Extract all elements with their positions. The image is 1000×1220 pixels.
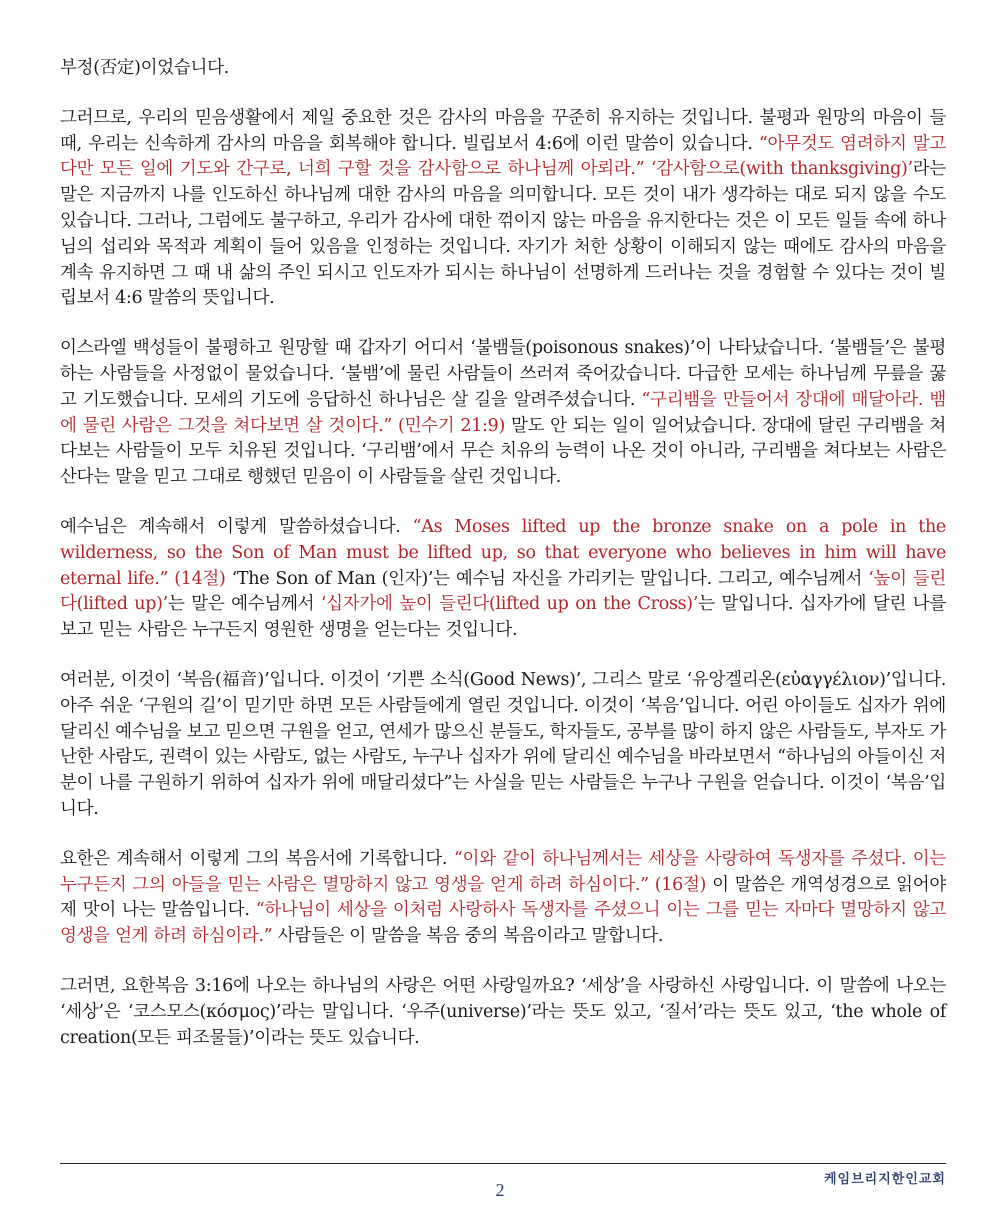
scripture-quote: ‘높이 들린다(lifted up)’ [60,568,946,615]
body-text-segment: 이스라엘 백성들이 불평하고 원망할 때 갑자기 어디서 ‘불뱀들(poisonous snakes)’이 나타났습니다. ‘불뱀들’은 불평하는 사람들을 사정없이 물었습니다. ‘불뱀’에 물린 사람들이 쓰러져 죽어갔습니다. 다급한 모세는 하나님께 무릎을 꿇고 기도했습니다. 모세의 기도에 응답하신 하나님은 살 길을 알려주셨습니다. [60,338,946,410]
scripture-quote: “아무것도 염려하지 말고 다만 모든 일에 기도와 간구로, 너희 구할 것을 감사함으로 하나님께 아뢰라.” [60,133,946,180]
scripture-quote: “하나님이 세상을 이처럼 사랑하사 독생자를 주셨으니 이는 그를 믿는 자마다 멸망하지 않고 영생을 얻게 하려 하심이라.” [60,900,947,947]
paragraph [60,515,946,644]
body-text-segment: 는 말은 예수님께서 [167,594,321,615]
church-name: 케임브리지한인교회 [823,1172,946,1187]
body-text-segment: 그러면, 요한복음 3:16에 나오는 하나님의 사랑은 어떤 사랑일까요? ‘세상’을 사랑하신 사랑입니다. 이 말씀에 나오는 ‘세상’은 ‘코스모스(κόσμος)’라는 말입니다. ‘우주(universe)’라는 뜻도 있고, ‘질서’라는 뜻도 있고, ‘the whole of creation(모든 피조물들)’이라는 뜻도 있습니다. [60,975,946,1048]
footer-divider [60,1163,946,1164]
paragraph [60,847,946,950]
body-text-segment: 부정(否定)이었습니다. [60,58,229,78]
page-number: 2 [495,1180,505,1200]
body-text-segment: 여러분, 이것이 ‘복음(福音)’입니다. 이것이 ‘기쁜 소식(Good News)’, 그리스 말로 ‘유앙겔리온(εὐαγγέλιον)’입니다. 아주 쉬운 ‘구원의 길’이 믿기만 하면 모든 사람들에게 열린 것입니다. 이것이 ‘복음’입니다. 어린 아이들도 십자가 위에 달리신 예수님을 보고 믿으면 구원을 얻고, 연세가 많으신 분들도, 학자들도, 공부를 많이 하지 않은 사람들도, 부자도 가난한 사람도, 권력이 있는 사람도, 없는 사람도, 누구나 십자가 위에 달리신 예수님을 바라보면서 “하나님의 아들이신 저 분이 나를 구원하기 위하여 십자가 위에 매달리셨다”는 사실을 믿는 사람들은 누구나 구원을 얻습니다. 이것이 ‘복음’입니다. [60,669,946,819]
body-text-segment: 라는 말은 지금까지 나를 인도하신 하나님께 대한 감사의 마음을 의미합니다. 모든 것이 내가 생각하는 대로 되지 않을 수도 있습니다. 그러나, 그럼에도 불구하고, 우리가 감사에 대한 꺾이지 않는 마음을 유지한다는 것은 이 모든 일들 속에 하나님의 섭리와 목적과 계획이 들어 있음을 인정하는 것입니다. 자기가 처한 상황이 이해되지 않는 때에도 감사의 마음을 계속 유지하면 그 때 내 삶의 주인 되시고 인도자가 되시는 하나님이 선명하게 드러나는 것을 경험할 수 있다는 것이 빌립보서 4:6 말씀의 뜻입니다. [60,159,946,309]
scripture-quote: “As Moses lifted up the bronze snake on a pole in the wilderness, so the Son of Man must be lifted up, so that everyone who believes in him will have eternal life.” (14절) [60,516,946,589]
paragraph [60,668,946,823]
body-text-segment: 사람들은 이 말씀을 복음 중의 복음이라고 말합니다. [272,926,664,947]
scripture-quote: ‘십자가에 높이 들린다(lifted up on the Cross)’ [320,594,699,615]
scripture-quote: ‘감사함으로(with thanksgiving)’ [651,159,913,180]
paragraph [60,56,946,82]
paragraph [60,974,946,1051]
body-text-segment: 는 말입니다. 십자가에 달린 나를 보고 믿는 사람은 누구든지 영원한 생명을 얻는다는 것입니다. [60,594,946,641]
scripture-quote: “구리뱀을 만들어서 장대에 매달아라. 뱀에 물린 사람은 그것을 쳐다보면 살 것이다.” (민수기 21:9) [60,389,947,436]
body-text [60,56,946,1075]
body-text-segment: 말도 안 되는 일이 일어났습니다. 장대에 달린 구리뱀을 쳐다보는 사람들이 모두 치유된 것입니다. ‘구리뱀’에서 무슨 치유의 능력이 나온 것이 아니라, 구리뱀을 쳐다보는 사람은 산다는 말을 믿고 그대로 행했던 믿음이 이 사람들을 살린 것입니다. [60,415,946,488]
scripture-quote: “이와 같이 하나님께서는 세상을 사랑하여 독생자를 주셨다. 이는 누구든지 그의 아들을 믿는 사람은 멸망하지 않고 영생을 얻게 하려 하심이다.” (16절) [60,848,946,895]
body-text-segment: 그러므로, 우리의 믿음생활에서 제일 중요한 것은 감사의 마음을 꾸준히 유지하는 것입니다. 불평과 원망의 마음이 들 때, 우리는 신속하게 감사의 마음을 회복해야 합니다. 빌립보서 4:6에 이런 말씀이 있습니다. [60,107,946,154]
body-text-segment: ‘The Son of Man (인자)’는 예수님 자신을 가리키는 말입니다. 그리고, 예수님께서 [225,568,869,589]
body-text-segment: 예수님은 계속해서 이렇게 말씀하셨습니다. [60,516,413,537]
paragraph [60,106,946,312]
paragraph [60,336,946,491]
body-text-segment: 요한은 계속해서 이렇게 그의 복음서에 기록합니다. [60,848,454,869]
body-text-segment: 이 말씀은 개역성경으로 읽어야 제 맛이 나는 말씀입니다. [60,874,946,921]
